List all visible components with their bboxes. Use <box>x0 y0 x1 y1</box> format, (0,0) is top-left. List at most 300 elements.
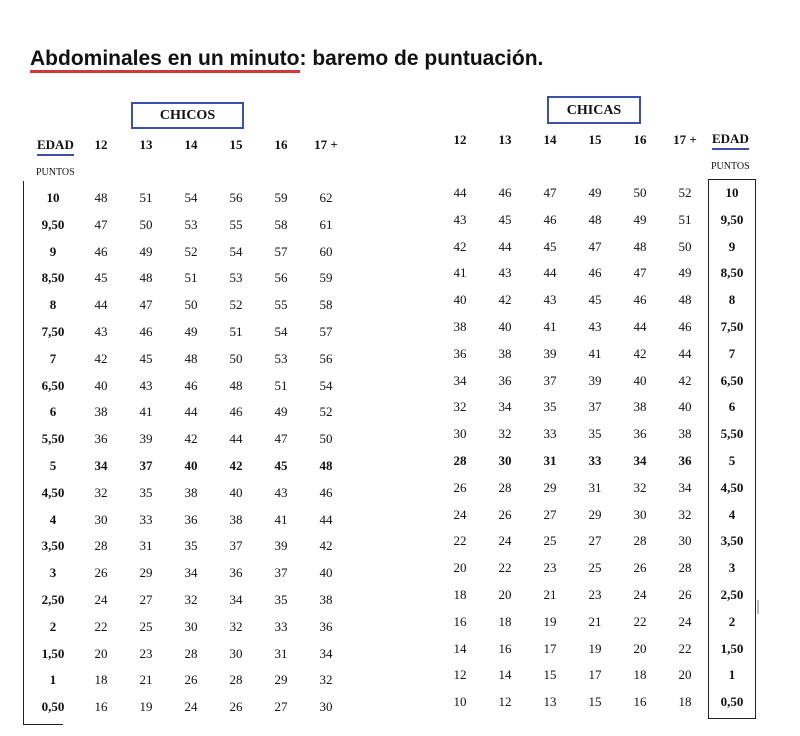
boys-value-cell: 30 <box>94 511 108 527</box>
girls-value-cell: 37 <box>543 372 557 388</box>
girls-value-cell: 26 <box>453 479 467 495</box>
boys-value-cell: 26 <box>229 699 243 715</box>
boys-age-header: 15 <box>229 137 243 152</box>
boys-value-cell: 48 <box>139 270 153 286</box>
girls-value-cell: 32 <box>633 479 647 495</box>
boys-value-cell: 40 <box>94 377 108 393</box>
girls-value-cell: 37 <box>588 399 602 415</box>
girls-value-cell: 12 <box>453 667 467 683</box>
girls-value-cell: 30 <box>678 533 692 549</box>
boys-value-cell: 46 <box>94 243 108 259</box>
score-cell-left: 7,50 <box>41 324 65 339</box>
boys-value-cell: 47 <box>274 431 288 447</box>
girls-value-cell: 27 <box>543 506 557 522</box>
boys-value-cell: 36 <box>319 618 333 634</box>
girls-value-cell: 36 <box>678 453 692 468</box>
boys-value-cell: 26 <box>94 565 108 581</box>
girls-value-cell: 44 <box>633 319 647 334</box>
girls-value-cell: 33 <box>588 453 602 468</box>
score-cell-right: 5 <box>728 453 736 468</box>
girls-value-cell: 22 <box>633 613 647 629</box>
girls-value-cell: 18 <box>678 694 692 710</box>
boys-value-cell: 50 <box>184 297 198 313</box>
edge-mark <box>757 600 759 614</box>
boys-value-cell: 51 <box>139 190 153 205</box>
score-cell-right: 9,50 <box>720 211 744 227</box>
girls-value-cell: 21 <box>588 613 602 629</box>
girls-value-cell: 17 <box>588 667 602 683</box>
boys-value-cell: 56 <box>319 350 333 366</box>
boys-value-cell: 54 <box>229 243 243 259</box>
girls-value-cell: 26 <box>678 587 692 602</box>
girls-value-cell: 26 <box>633 560 647 576</box>
boys-value-cell: 32 <box>184 592 198 607</box>
score-cell-left: 8 <box>49 297 57 313</box>
boys-age-header: 12 <box>94 137 108 152</box>
score-cell-left: 3 <box>49 565 57 581</box>
girls-age-header: 16 <box>633 132 647 147</box>
girls-value-cell: 28 <box>453 453 467 468</box>
girls-value-cell: 42 <box>498 292 512 308</box>
boys-value-cell: 51 <box>184 270 198 286</box>
girls-value-cell: 34 <box>498 399 512 415</box>
score-cell-right: 9 <box>728 238 736 254</box>
girls-value-cell: 36 <box>633 426 647 442</box>
girls-value-cell: 40 <box>678 399 692 415</box>
girls-value-cell: 15 <box>588 694 602 710</box>
boys-value-cell: 55 <box>229 216 243 232</box>
boys-value-cell: 33 <box>274 618 288 634</box>
girls-value-cell: 16 <box>498 640 512 656</box>
score-cell-right: 8,50 <box>720 265 744 281</box>
girls-value-cell: 26 <box>498 506 512 522</box>
boys-value-cell: 50 <box>319 431 333 447</box>
boys-value-cell: 32 <box>94 484 108 500</box>
score-cell-left: 0,50 <box>41 699 65 715</box>
girls-value-cell: 43 <box>498 265 512 281</box>
girls-value-cell: 24 <box>678 613 692 629</box>
boys-value-cell: 19 <box>139 699 153 715</box>
boys-value-cell: 49 <box>274 404 288 420</box>
girls-value-cell: 49 <box>588 185 602 200</box>
girls-value-cell: 44 <box>543 265 557 281</box>
boys-value-cell: 39 <box>274 538 288 554</box>
boys-value-cell: 54 <box>274 324 288 339</box>
score-cell-right: 6,50 <box>720 372 744 388</box>
girls-value-cell: 31 <box>588 479 602 495</box>
score-cell-right: 5,50 <box>720 426 744 442</box>
score-cell-left: 7 <box>49 350 57 366</box>
score-cell-left: 3,50 <box>41 538 65 554</box>
girls-value-cell: 24 <box>498 533 512 549</box>
boys-value-cell: 42 <box>184 431 198 447</box>
score-cell-left: 1,50 <box>41 645 65 661</box>
boys-value-cell: 26 <box>184 672 198 688</box>
boys-value-cell: 51 <box>229 324 243 339</box>
boys-value-cell: 27 <box>274 699 288 715</box>
girls-value-cell: 22 <box>453 533 467 549</box>
girls-value-cell: 31 <box>543 453 557 468</box>
girls-value-cell: 49 <box>678 265 692 281</box>
girls-value-cell: 52 <box>678 185 692 200</box>
girls-value-cell: 22 <box>498 560 512 576</box>
boys-value-cell: 30 <box>229 645 243 661</box>
girls-value-cell: 35 <box>543 399 557 415</box>
boys-value-cell: 29 <box>139 565 153 581</box>
boys-value-cell: 41 <box>139 404 153 420</box>
girls-value-cell: 29 <box>543 479 557 495</box>
boys-value-cell: 47 <box>139 297 153 313</box>
score-cell-right: 1,50 <box>720 640 744 656</box>
boys-value-cell: 59 <box>274 190 288 205</box>
score-cell-left: 5,50 <box>41 431 65 447</box>
boys-value-cell: 44 <box>94 297 108 313</box>
boys-value-cell: 48 <box>229 377 243 393</box>
girls-value-cell: 32 <box>498 426 512 442</box>
score-cell-left: 5 <box>49 458 57 473</box>
score-cell-right: 6 <box>728 399 736 415</box>
right-score-column-border <box>708 179 756 719</box>
girls-value-cell: 38 <box>498 345 512 361</box>
girls-value-cell: 36 <box>453 345 467 361</box>
boys-value-cell: 50 <box>139 216 153 232</box>
girls-value-cell: 44 <box>498 238 512 254</box>
girls-value-cell: 41 <box>543 319 557 334</box>
boys-value-cell: 59 <box>319 270 333 286</box>
girls-value-cell: 42 <box>633 345 647 361</box>
boys-value-cell: 53 <box>274 350 288 366</box>
girls-value-cell: 25 <box>543 533 557 549</box>
girls-value-cell: 18 <box>498 613 512 629</box>
score-cell-left: 8,50 <box>41 270 65 286</box>
boys-value-cell: 36 <box>184 511 198 527</box>
boys-value-cell: 16 <box>94 699 108 715</box>
boys-value-cell: 45 <box>274 458 288 473</box>
boys-value-cell: 56 <box>274 270 288 286</box>
boys-value-cell: 35 <box>184 538 198 554</box>
girls-value-cell: 44 <box>453 185 467 200</box>
girls-value-cell: 50 <box>633 185 647 200</box>
left-score-column-border <box>23 181 24 725</box>
boys-value-cell: 31 <box>274 645 288 661</box>
boys-value-cell: 51 <box>274 377 288 393</box>
boys-value-cell: 24 <box>184 699 198 715</box>
girls-value-cell: 27 <box>588 533 602 549</box>
girls-value-cell: 18 <box>453 587 467 602</box>
boys-value-cell: 52 <box>229 297 243 313</box>
girls-value-cell: 28 <box>498 479 512 495</box>
boys-value-cell: 61 <box>319 216 333 232</box>
girls-value-cell: 28 <box>678 560 692 576</box>
boys-value-cell: 58 <box>274 216 288 232</box>
girls-age-header: 14 <box>543 132 557 147</box>
boys-value-cell: 54 <box>184 190 198 205</box>
girls-value-cell: 38 <box>678 426 692 442</box>
boys-value-cell: 41 <box>274 511 288 527</box>
left-score-column-bottom-border <box>23 724 63 725</box>
boys-value-cell: 33 <box>139 511 153 527</box>
boys-value-cell: 40 <box>229 484 243 500</box>
boys-value-cell: 46 <box>184 377 198 393</box>
girls-value-cell: 50 <box>678 238 692 254</box>
boys-value-cell: 50 <box>229 350 243 366</box>
score-cell-right: 4 <box>728 506 736 522</box>
score-cell-right: 3,50 <box>720 533 744 549</box>
girls-value-cell: 46 <box>678 319 692 334</box>
score-cell-right: 4,50 <box>720 479 744 495</box>
girls-value-cell: 45 <box>588 292 602 308</box>
girls-value-cell: 38 <box>633 399 647 415</box>
page-title <box>30 47 543 71</box>
girls-value-cell: 34 <box>633 453 647 468</box>
score-cell-left: 4 <box>49 511 57 527</box>
score-cell-right: 7 <box>728 345 736 361</box>
boys-value-cell: 56 <box>229 190 243 205</box>
boys-value-cell: 46 <box>319 484 333 500</box>
girls-value-cell: 30 <box>498 453 512 468</box>
girls-value-cell: 15 <box>543 667 557 683</box>
girls-value-cell: 29 <box>588 506 602 522</box>
boys-value-cell: 43 <box>274 484 288 500</box>
girls-age-header: 13 <box>498 132 512 147</box>
girls-value-cell: 40 <box>453 292 467 308</box>
boys-value-cell: 34 <box>229 592 243 607</box>
boys-value-cell: 40 <box>319 565 333 581</box>
boys-value-cell: 46 <box>139 324 153 339</box>
boys-value-cell: 55 <box>274 297 288 313</box>
girls-value-cell: 18 <box>633 667 647 683</box>
girls-value-cell: 30 <box>453 426 467 442</box>
girls-value-cell: 42 <box>453 238 467 254</box>
chicos-group-label: CHICOS <box>131 102 244 129</box>
boys-value-cell: 47 <box>94 216 108 232</box>
girls-value-cell: 19 <box>588 640 602 656</box>
girls-value-cell: 20 <box>498 587 512 602</box>
boys-value-cell: 38 <box>229 511 243 527</box>
boys-value-cell: 39 <box>139 431 153 447</box>
boys-value-cell: 54 <box>319 377 333 393</box>
boys-value-cell: 57 <box>274 243 288 259</box>
boys-value-cell: 37 <box>274 565 288 581</box>
girls-value-cell: 47 <box>588 238 602 254</box>
girls-value-cell: 23 <box>588 587 602 602</box>
boys-value-cell: 32 <box>229 618 243 634</box>
boys-value-cell: 32 <box>319 672 333 688</box>
girls-value-cell: 46 <box>543 211 557 227</box>
girls-age-header: 12 <box>453 132 467 147</box>
girls-value-cell: 19 <box>543 613 557 629</box>
girls-value-cell: 22 <box>678 640 692 656</box>
girls-value-cell: 43 <box>543 292 557 308</box>
boys-value-cell: 28 <box>229 672 243 688</box>
girls-value-cell: 12 <box>498 694 512 710</box>
girls-value-cell: 49 <box>633 211 647 227</box>
boys-value-cell: 42 <box>229 458 243 473</box>
boys-value-cell: 38 <box>94 404 108 420</box>
score-cell-left: 2 <box>49 618 57 634</box>
boys-value-cell: 52 <box>184 243 198 259</box>
girls-value-cell: 47 <box>543 185 557 200</box>
boys-value-cell: 58 <box>319 297 333 313</box>
chicas-group-label: CHICAS <box>547 96 641 124</box>
girls-age-header: 15 <box>588 132 602 147</box>
girls-value-cell: 44 <box>678 345 692 361</box>
girls-value-cell: 43 <box>588 319 602 334</box>
boys-value-cell: 62 <box>319 190 333 205</box>
girls-value-cell: 41 <box>588 345 602 361</box>
girls-value-cell: 20 <box>633 640 647 656</box>
boys-value-cell: 42 <box>94 350 108 366</box>
boys-value-cell: 22 <box>94 618 108 634</box>
boys-value-cell: 53 <box>184 216 198 232</box>
girls-value-cell: 23 <box>543 560 557 576</box>
puntos-label-right: PUNTOS <box>711 161 750 172</box>
girls-value-cell: 21 <box>543 587 557 602</box>
score-cell-right: 2,50 <box>720 587 744 602</box>
score-cell-right: 2 <box>728 613 736 629</box>
girls-value-cell: 25 <box>588 560 602 576</box>
girls-value-cell: 42 <box>678 372 692 388</box>
girls-age-header: 17 + <box>673 132 697 147</box>
score-cell-right: 10 <box>725 185 739 200</box>
boys-value-cell: 18 <box>94 672 108 688</box>
girls-value-cell: 14 <box>498 667 512 683</box>
girls-value-cell: 20 <box>678 667 692 683</box>
girls-value-cell: 34 <box>453 372 467 388</box>
girls-value-cell: 48 <box>588 211 602 227</box>
boys-value-cell: 24 <box>94 592 108 607</box>
boys-value-cell: 31 <box>139 538 153 554</box>
boys-value-cell: 43 <box>139 377 153 393</box>
boys-value-cell: 53 <box>229 270 243 286</box>
boys-value-cell: 44 <box>229 431 243 447</box>
score-cell-right: 0,50 <box>720 694 744 710</box>
girls-value-cell: 35 <box>588 426 602 442</box>
puntos-label-left: PUNTOS <box>36 167 75 178</box>
girls-value-cell: 10 <box>453 694 467 710</box>
girls-value-cell: 24 <box>633 587 647 602</box>
boys-value-cell: 35 <box>274 592 288 607</box>
boys-value-cell: 43 <box>94 324 108 339</box>
boys-value-cell: 30 <box>319 699 333 715</box>
girls-value-cell: 39 <box>588 372 602 388</box>
boys-value-cell: 34 <box>94 458 108 473</box>
score-cell-left: 9 <box>49 243 57 259</box>
boys-value-cell: 38 <box>319 592 333 607</box>
boys-value-cell: 42 <box>319 538 333 554</box>
girls-value-cell: 32 <box>678 506 692 522</box>
boys-value-cell: 44 <box>184 404 198 420</box>
boys-value-cell: 57 <box>319 324 333 339</box>
boys-value-cell: 35 <box>139 484 153 500</box>
boys-value-cell: 28 <box>184 645 198 661</box>
girls-value-cell: 47 <box>633 265 647 281</box>
girls-value-cell: 16 <box>633 694 647 710</box>
edad-header-right: EDAD <box>712 131 749 150</box>
boys-value-cell: 46 <box>229 404 243 420</box>
girls-value-cell: 48 <box>678 292 692 308</box>
boys-value-cell: 60 <box>319 243 333 259</box>
boys-value-cell: 52 <box>319 404 333 420</box>
girls-value-cell: 32 <box>453 399 467 415</box>
girls-value-cell: 28 <box>633 533 647 549</box>
boys-value-cell: 25 <box>139 618 153 634</box>
girls-value-cell: 39 <box>543 345 557 361</box>
boys-value-cell: 28 <box>94 538 108 554</box>
girls-value-cell: 45 <box>543 238 557 254</box>
boys-value-cell: 49 <box>184 324 198 339</box>
boys-value-cell: 34 <box>184 565 198 581</box>
boys-value-cell: 45 <box>139 350 153 366</box>
girls-value-cell: 34 <box>678 479 692 495</box>
boys-value-cell: 34 <box>319 645 333 661</box>
girls-value-cell: 16 <box>453 613 467 629</box>
girls-value-cell: 14 <box>453 640 467 656</box>
girls-value-cell: 51 <box>678 211 692 227</box>
boys-value-cell: 48 <box>319 458 333 473</box>
boys-value-cell: 36 <box>229 565 243 581</box>
boys-value-cell: 36 <box>94 431 108 447</box>
title-rest: : baremo de puntuación. <box>299 47 544 70</box>
girls-value-cell: 36 <box>498 372 512 388</box>
score-cell-right: 7,50 <box>720 319 744 334</box>
boys-value-cell: 37 <box>139 458 153 473</box>
boys-value-cell: 48 <box>94 190 108 205</box>
score-cell-left: 9,50 <box>41 216 65 232</box>
girls-value-cell: 33 <box>543 426 557 442</box>
boys-value-cell: 45 <box>94 270 108 286</box>
girls-value-cell: 38 <box>453 319 467 334</box>
boys-value-cell: 38 <box>184 484 198 500</box>
boys-value-cell: 20 <box>94 645 108 661</box>
boys-value-cell: 49 <box>139 243 153 259</box>
score-cell-right: 1 <box>728 667 736 683</box>
boys-value-cell: 21 <box>139 672 153 688</box>
score-cell-left: 10 <box>46 190 60 205</box>
girls-value-cell: 46 <box>633 292 647 308</box>
girls-value-cell: 24 <box>453 506 467 522</box>
girls-value-cell: 41 <box>453 265 467 281</box>
score-cell-right: 8 <box>728 292 736 308</box>
girls-value-cell: 43 <box>453 211 467 227</box>
boys-age-header: 14 <box>184 137 198 152</box>
score-cell-left: 6,50 <box>41 377 65 393</box>
girls-value-cell: 13 <box>543 694 557 710</box>
girls-value-cell: 46 <box>498 185 512 200</box>
boys-value-cell: 29 <box>274 672 288 688</box>
boys-value-cell: 40 <box>184 458 198 473</box>
score-cell-left: 4,50 <box>41 484 65 500</box>
girls-value-cell: 40 <box>498 319 512 334</box>
boys-age-header: 17 + <box>314 137 338 152</box>
girls-value-cell: 48 <box>633 238 647 254</box>
boys-age-header: 16 <box>274 137 288 152</box>
score-cell-left: 2,50 <box>41 592 65 607</box>
girls-value-cell: 30 <box>633 506 647 522</box>
score-cell-left: 1 <box>49 672 57 688</box>
title-underlined: Abdominales en un minuto <box>30 47 300 73</box>
boys-value-cell: 48 <box>184 350 198 366</box>
girls-value-cell: 20 <box>453 560 467 576</box>
girls-value-cell: 40 <box>633 372 647 388</box>
score-cell-right: 3 <box>728 560 736 576</box>
score-cell-left: 6 <box>49 404 57 420</box>
boys-age-header: 13 <box>139 137 153 152</box>
boys-value-cell: 44 <box>319 511 333 527</box>
girls-value-cell: 17 <box>543 640 557 656</box>
edad-header-left: EDAD <box>37 137 74 156</box>
girls-value-cell: 45 <box>498 211 512 227</box>
